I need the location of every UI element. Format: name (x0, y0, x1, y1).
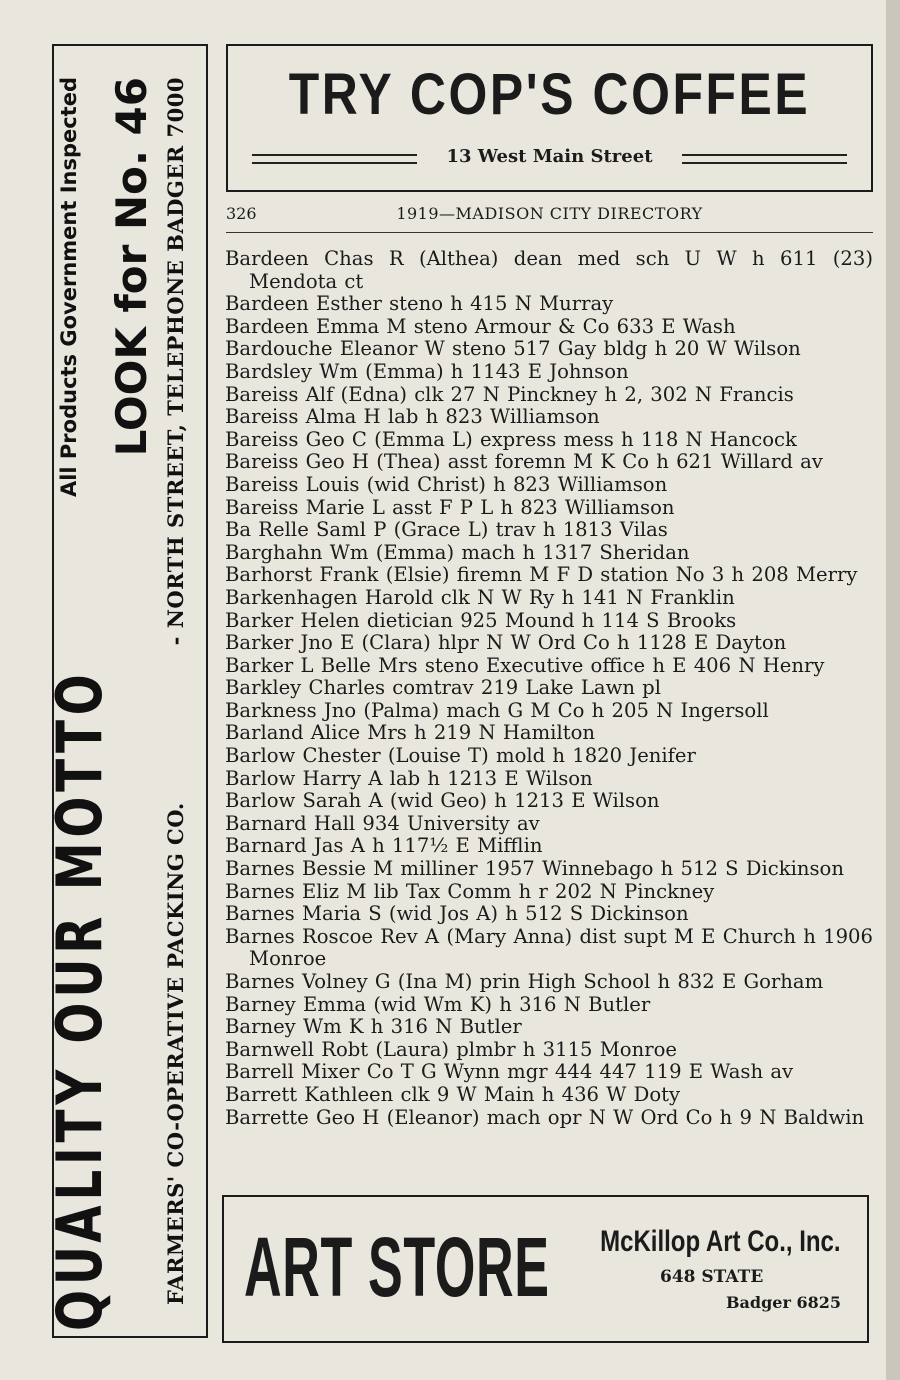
directory-entry: Barlow Chester (Louise T) mold h 1820 Jenifer (225, 744, 696, 768)
directory-entry: Barghahn Wm (Emma) mach h 1317 Sheridan (225, 540, 690, 564)
page-number: 326 (226, 204, 257, 223)
bottom-ad-headline: ART STORE (244, 1220, 550, 1314)
directory-entry: Bardeen Esther steno h 415 N Murray (225, 292, 614, 316)
directory-entry: Barlow Harry A lab h 1213 E Wilson (225, 766, 593, 790)
running-header (226, 202, 873, 233)
directory-entry: Barkley Charles comtrav 219 Lake Lawn pl (225, 676, 661, 700)
bottom-ad-company: McKillop Art Co., Inc. (600, 1225, 841, 1258)
page-title: 1919—MADISON CITY DIRECTORY (396, 204, 703, 223)
side-ad-company: FARMERS' CO-OPERATIVE PACKING CO. (163, 802, 188, 1305)
directory-entries (225, 248, 873, 1129)
decorative-rule-right (682, 154, 847, 164)
directory-entry: Bardeen Emma M steno Armour & Co 633 E Wash (225, 314, 736, 338)
directory-entry: Bardouche Eleanor W steno 517 Gay bldg h 20 W Wilson (225, 337, 801, 361)
directory-entry: Barhorst Frank (Elsie) firemn M F D station No 3 h 208 Merry (225, 563, 858, 587)
directory-entry: Barnwell Robt (Laura) plmbr h 3115 Monroe (225, 1037, 677, 1061)
directory-entry: Ba Relle Saml P (Grace L) trav h 1813 Vilas (225, 518, 668, 542)
directory-entry: Bardsley Wm (Emma) h 1143 E Johnson (225, 359, 629, 383)
directory-entry: Barnes Roscoe Rev A (Mary Anna) dist supt M E Church h 1906 Monroe (225, 924, 873, 971)
directory-entry: Bareiss Louis (wid Christ) h 823 Williamson (225, 472, 668, 496)
directory-entry: Bardeen Chas R (Althea) dean med sch U W h 611 (23) Mendota ct (225, 247, 873, 293)
directory-entry: Barney Wm K h 316 N Butler (225, 1015, 522, 1039)
top-advertisement (226, 44, 873, 192)
directory-entry: Bareiss Geo C (Emma L) express mess h 118 N Hancock (225, 427, 797, 451)
side-ad-motto: QUALITY OUR MOTTO (43, 669, 116, 1331)
directory-entry: Barnes Volney G (Ina M) prin High School h 832 E Gorham (225, 970, 824, 993)
directory-entry: Bareiss Marie L asst F P L h 823 Williamson (225, 495, 675, 519)
side-ad-rotated-content (43, 51, 205, 1331)
side-ad-address: - NORTH STREET, TELEPHONE BADGER 7000 (163, 77, 188, 646)
page-edge (886, 0, 900, 1380)
directory-entry: Barnes Bessie M milliner 1957 Winnebago h 512 S Dickinson (225, 857, 844, 881)
side-ad-line-1 (43, 51, 116, 1331)
side-ad-inspected: All Products Government Inspected (57, 77, 81, 498)
directory-entry: Barrell Mixer Co T G Wynn mgr 444 447 119 E Wash av (225, 1060, 794, 1084)
top-ad-headline: TRY COP'S COFFEE (288, 62, 811, 127)
bottom-ad-phone: Badger 6825 (726, 1293, 841, 1312)
bottom-advertisement (222, 1195, 869, 1343)
directory-entry: Barnes Eliz M lib Tax Comm h r 202 N Pinckney (225, 879, 715, 903)
directory-entry: Barland Alice Mrs h 219 N Hamilton (225, 721, 595, 745)
directory-entry: Barkness Jno (Palma) mach G M Co h 205 N Ingersoll (225, 698, 769, 722)
directory-entry: Bareiss Alf (Edna) clk 27 N Pinckney h 2, 302 N Francis (225, 382, 794, 406)
directory-entry: Barrette Geo H (Eleanor) mach opr N W Ord Co h 9 N Baldwin (225, 1105, 865, 1129)
bottom-ad-address: 648 STATE (660, 1267, 764, 1287)
directory-entry: Barlow Sarah A (wid Geo) h 1213 E Wilson (225, 789, 660, 813)
side-ad-look-for: LOOK for No. 46 (107, 77, 156, 457)
top-ad-subline (252, 146, 847, 172)
directory-entry: Barnard Hall 934 University av (225, 811, 540, 835)
top-ad-address: 13 West Main Street (446, 146, 653, 167)
side-ad-line-3 (163, 51, 188, 1331)
side-advertisement (43, 44, 208, 1338)
directory-entry: Barker Jno E (Clara) hlpr N W Ord Co h 1128 E Dayton (225, 631, 787, 655)
directory-entry: Barrett Kathleen clk 9 W Main h 436 W Doty (225, 1082, 681, 1106)
decorative-rule-left (252, 154, 417, 164)
directory-entry: Barnard Jas A h 117½ E Mifflin (225, 834, 543, 858)
directory-entry: Barker Helen dietician 925 Mound h 114 S Brooks (225, 608, 737, 632)
directory-entry: Barker L Belle Mrs steno Executive office h E 406 N Henry (225, 653, 825, 677)
directory-entry: Bareiss Alma H lab h 823 Williamson (225, 405, 600, 429)
directory-entry: Barney Emma (wid Wm K) h 316 N Butler (225, 992, 651, 1016)
directory-entry: Bareiss Geo H (Thea) asst foremn M K Co h 621 Willard av (225, 450, 823, 474)
directory-entry: Barkenhagen Harold clk N W Ry h 141 N Franklin (225, 585, 735, 609)
directory-entry: Barnes Maria S (wid Jos A) h 512 S Dickinson (225, 902, 689, 926)
